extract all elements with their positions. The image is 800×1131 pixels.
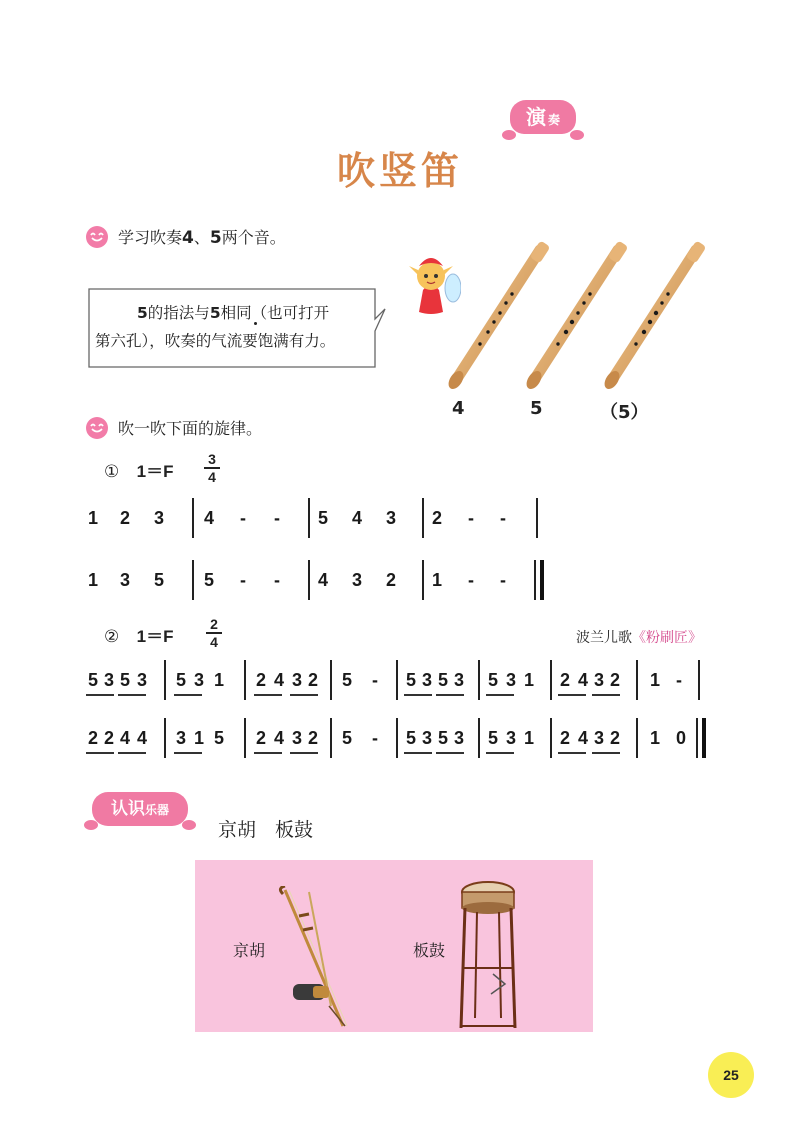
music-note-icon [182, 820, 196, 830]
final-bar-thin [696, 718, 698, 758]
eighth-underline [290, 752, 318, 754]
eighth-underline [86, 752, 114, 754]
smiley-bullet-icon [86, 226, 108, 248]
note: - [676, 670, 682, 690]
note: 1 [432, 570, 443, 590]
bar-line [422, 498, 424, 538]
eighth-underline [436, 752, 464, 754]
perform-tag-main: 演 [525, 105, 546, 129]
bubble-line-2: 第六孔），吹奏的气流要饱满有力。 [95, 332, 336, 350]
note: 5 [406, 670, 417, 690]
note: 5 [154, 570, 165, 590]
note: 5 [342, 728, 353, 748]
note: 0 [676, 728, 687, 748]
jinghu-label: 京胡 [233, 941, 266, 960]
note: 2 [256, 670, 267, 690]
melody1-number: ① [104, 462, 120, 482]
note: 3 [506, 728, 517, 748]
music-note-icon [502, 130, 516, 140]
eighth-underline [254, 694, 282, 696]
note: 5 [438, 728, 449, 748]
note: 1 [524, 670, 535, 690]
note: 2 [88, 728, 99, 748]
note: 2 [610, 670, 621, 690]
note: - [240, 508, 246, 528]
eighth-underline [436, 694, 464, 696]
perform-tag [502, 100, 584, 142]
note: 4 [204, 508, 215, 528]
bar-line [636, 718, 638, 758]
bubble-note-5: 5 [137, 304, 148, 322]
bangu-label: 板鼓 [413, 941, 446, 960]
note: 5 [488, 728, 499, 748]
note: 1 [194, 728, 205, 748]
note: - [274, 508, 280, 528]
note: 5 [438, 670, 449, 690]
note: 2 [256, 728, 267, 748]
note: 5 [406, 728, 417, 748]
final-bar-thick [540, 560, 544, 600]
bar-line [330, 718, 332, 758]
note: - [240, 570, 246, 590]
bangu-drum-illustration [453, 878, 523, 1030]
instrument-names: 京胡 板鼓 [218, 819, 314, 841]
bar-line [244, 660, 246, 700]
eighth-underline [290, 694, 318, 696]
melody1-meta [104, 457, 174, 482]
melody2-key: 1＝F [136, 627, 174, 646]
note: 4 [274, 670, 285, 690]
final-bar-thick [702, 718, 706, 758]
note: 3 [454, 670, 465, 690]
note: 3 [104, 670, 115, 690]
note: - [372, 728, 378, 748]
eighth-underline [486, 752, 514, 754]
note: 4 [137, 728, 148, 748]
melody1-row-1 [80, 498, 720, 542]
note: 3 [154, 508, 165, 528]
recorder-label-5-alt: （5） [600, 402, 649, 423]
eighth-underline [558, 694, 586, 696]
note: 2 [104, 728, 115, 748]
note: - [500, 570, 506, 590]
note: 2 [560, 728, 571, 748]
bar-line [164, 660, 166, 700]
bar-line [164, 718, 166, 758]
perform-tag-small: 奏 [547, 113, 560, 127]
eighth-underline [486, 694, 514, 696]
eighth-underline [118, 694, 146, 696]
eighth-underline [174, 752, 202, 754]
note: 3 [194, 670, 205, 690]
note: 5 [120, 670, 131, 690]
note: 3 [422, 728, 433, 748]
note: 4 [578, 670, 589, 690]
instrument-tag [84, 790, 196, 836]
note: 2 [560, 670, 571, 690]
note: 2 [120, 508, 131, 528]
section-heading-2-text: 吹一吹下面的旋律。 [118, 419, 263, 438]
page-title: 吹竖笛 [336, 148, 463, 193]
note: 3 [506, 670, 517, 690]
low-octave-dot [254, 322, 257, 325]
note: 4 [352, 508, 363, 528]
bar-line [330, 660, 332, 700]
final-bar-thin [534, 560, 536, 600]
note: 3 [292, 728, 303, 748]
note: 3 [594, 728, 605, 748]
melody2-song-title: 《粉刷匠》 [632, 630, 702, 646]
section-heading-1 [86, 225, 286, 248]
note: 2 [432, 508, 443, 528]
bar-line [536, 498, 538, 538]
bar-line [192, 498, 194, 538]
melody2-credit: 波兰儿歌《粉刷匠》 [576, 630, 702, 646]
note: - [468, 508, 474, 528]
perform-tag-pill [510, 100, 576, 134]
note: - [500, 508, 506, 528]
note: 3 [176, 728, 187, 748]
melody2-time-signature: 2 4 [206, 617, 222, 649]
smiley-bullet-icon [86, 417, 108, 439]
melody1-row-2 [80, 560, 720, 604]
note: - [468, 570, 474, 590]
instrument-panel [195, 860, 593, 1032]
note: 5 [318, 508, 329, 528]
bar-line [422, 560, 424, 600]
eighth-underline [558, 752, 586, 754]
note: 1 [88, 508, 99, 528]
recorder-label-4: 4 [452, 398, 465, 419]
note: 4 [578, 728, 589, 748]
note: 5 [214, 728, 225, 748]
note: 4 [120, 728, 131, 748]
eighth-underline [118, 752, 146, 754]
note: - [372, 670, 378, 690]
note: 5 [488, 670, 499, 690]
melody2-row-2 [80, 718, 720, 762]
melody2-number: ② [104, 627, 120, 647]
bar-line [308, 560, 310, 600]
eighth-underline [404, 752, 432, 754]
note: 3 [594, 670, 605, 690]
note: 4 [318, 570, 329, 590]
note: 3 [386, 508, 397, 528]
eighth-underline [592, 752, 620, 754]
instrument-tag-pill: 认识乐器 [92, 792, 188, 826]
note: - [274, 570, 280, 590]
melody2-meta [104, 622, 174, 647]
bar-line [478, 660, 480, 700]
note: 3 [352, 570, 363, 590]
bar-line [192, 560, 194, 600]
note: 3 [137, 670, 148, 690]
bar-line [396, 660, 398, 700]
bar-line [244, 718, 246, 758]
note: 2 [386, 570, 397, 590]
eighth-underline [404, 694, 432, 696]
note: 1 [524, 728, 535, 748]
note: 1 [650, 670, 661, 690]
section-heading-1-text: 学习吹奏4、5两个音。 [118, 228, 286, 248]
bar-line [698, 660, 700, 700]
eighth-underline [254, 752, 282, 754]
bar-line [396, 718, 398, 758]
note: 1 [650, 728, 661, 748]
bar-line [478, 718, 480, 758]
eighth-underline [86, 694, 114, 696]
note: 5 [204, 570, 215, 590]
note: 5 [176, 670, 187, 690]
music-note-icon [570, 130, 584, 140]
note: 3 [454, 728, 465, 748]
bar-line [636, 660, 638, 700]
note: 1 [88, 570, 99, 590]
melody1-key: 1＝F [136, 462, 174, 481]
section-heading-2 [86, 416, 262, 439]
bar-line [550, 660, 552, 700]
music-note-icon [84, 820, 98, 830]
eighth-underline [174, 694, 202, 696]
note: 2 [610, 728, 621, 748]
note: 2 [308, 670, 319, 690]
note: 1 [214, 670, 225, 690]
bar-line [550, 718, 552, 758]
jinghu-illustration [273, 886, 363, 1032]
note: 5 [88, 670, 99, 690]
note: 4 [274, 728, 285, 748]
note: 3 [422, 670, 433, 690]
recorder-illustration [440, 240, 710, 390]
bar-line [308, 498, 310, 538]
note: 5 [342, 670, 353, 690]
note: 2 [308, 728, 319, 748]
melody1-time-signature: 3 4 [204, 452, 220, 484]
tip-bubble: 5的指法与5相同（也可打开 第六孔），吹奏的气流要饱满有力。 [85, 285, 383, 371]
eighth-underline [592, 694, 620, 696]
melody2-row-1 [80, 660, 720, 704]
note: 3 [292, 670, 303, 690]
bubble-note-5-dot: 5 [209, 304, 221, 322]
recorder-label-5: 5 [530, 398, 543, 419]
page-number: 25 [708, 1052, 754, 1098]
note: 3 [120, 570, 131, 590]
